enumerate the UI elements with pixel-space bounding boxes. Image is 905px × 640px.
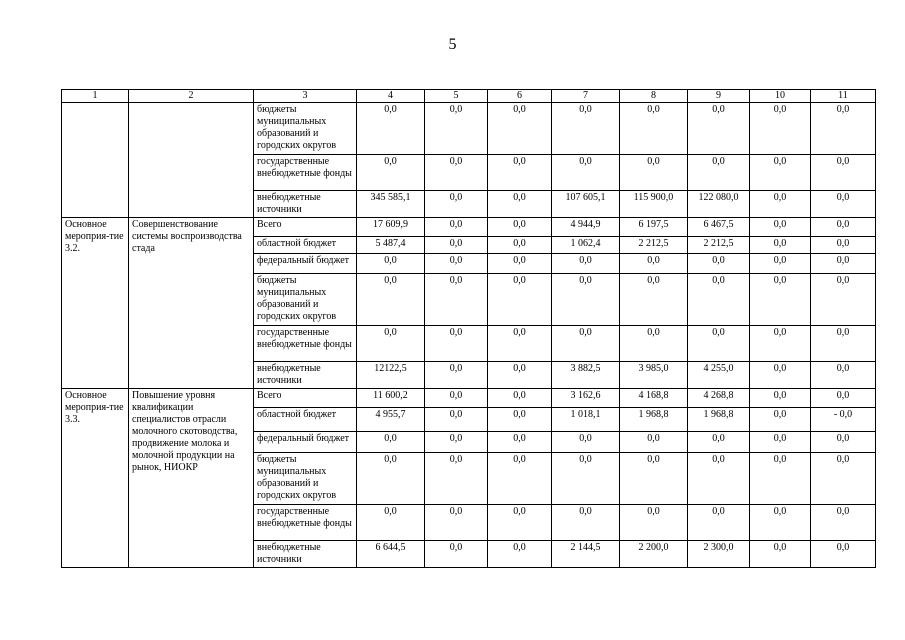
amount-cell: 0,0 xyxy=(488,218,552,237)
amount-cell: 0,0 xyxy=(750,191,811,218)
amount-cell: 1 968,8 xyxy=(620,408,688,432)
event-name-cell: Повышение уровня квалификации специалистов отрасли молочного скотоводства, продвижение молока и молочной продукции на рынок, НИОКР xyxy=(129,389,254,568)
amount-cell: 0,0 xyxy=(552,103,620,155)
amount-cell: 0,0 xyxy=(750,362,811,389)
amount-cell: 0,0 xyxy=(750,103,811,155)
amount-cell: 0,0 xyxy=(750,237,811,254)
amount-cell: 0,0 xyxy=(750,541,811,568)
amount-cell: 0,0 xyxy=(750,432,811,453)
table-body xyxy=(62,103,876,568)
amount-cell: 0,0 xyxy=(688,505,750,541)
amount-cell: 0,0 xyxy=(811,505,876,541)
amount-cell: 2 212,5 xyxy=(620,237,688,254)
amount-cell: 11 600,2 xyxy=(357,389,425,408)
amount-cell: 4 168,8 xyxy=(620,389,688,408)
amount-cell: 0,0 xyxy=(425,237,488,254)
amount-cell: 2 300,0 xyxy=(688,541,750,568)
amount-cell: 6 644,5 xyxy=(357,541,425,568)
column-number: 4 xyxy=(357,90,425,103)
amount-cell: 0,0 xyxy=(750,254,811,274)
amount-cell: 0,0 xyxy=(488,541,552,568)
amount-cell: 0,0 xyxy=(811,453,876,505)
amount-cell: 0,0 xyxy=(425,254,488,274)
amount-cell: 0,0 xyxy=(488,103,552,155)
amount-cell: 6 467,5 xyxy=(688,218,750,237)
amount-cell: 4 255,0 xyxy=(688,362,750,389)
amount-cell: 0,0 xyxy=(488,254,552,274)
amount-cell: 0,0 xyxy=(425,191,488,218)
amount-cell: 0,0 xyxy=(552,432,620,453)
budget-table xyxy=(61,89,876,568)
amount-cell: - 0,0 xyxy=(811,408,876,432)
amount-cell: 0,0 xyxy=(552,274,620,326)
event-name-cell: Совершенствование системы воспроизводства стада xyxy=(129,218,254,389)
amount-cell: 0,0 xyxy=(750,155,811,191)
amount-cell: 0,0 xyxy=(688,432,750,453)
funding-source-cell: внебюджетные источники xyxy=(254,541,357,568)
amount-cell: 0,0 xyxy=(488,155,552,191)
amount-cell: 0,0 xyxy=(425,453,488,505)
amount-cell: 0,0 xyxy=(620,274,688,326)
funding-source-cell: бюджеты муниципальных образований и городских округов xyxy=(254,453,357,505)
amount-cell: 0,0 xyxy=(552,505,620,541)
amount-cell: 0,0 xyxy=(620,453,688,505)
amount-cell: 3 985,0 xyxy=(620,362,688,389)
column-number: 3 xyxy=(254,90,357,103)
amount-cell: 0,0 xyxy=(488,362,552,389)
amount-cell: 0,0 xyxy=(750,505,811,541)
amount-cell: 0,0 xyxy=(357,453,425,505)
amount-cell: 0,0 xyxy=(425,274,488,326)
table-row xyxy=(62,218,876,237)
amount-cell: 12122,5 xyxy=(357,362,425,389)
amount-cell: 0,0 xyxy=(811,237,876,254)
amount-cell: 0,0 xyxy=(811,218,876,237)
event-number-cell xyxy=(62,103,129,218)
amount-cell: 0,0 xyxy=(620,326,688,362)
amount-cell: 1 968,8 xyxy=(688,408,750,432)
column-number: 1 xyxy=(62,90,129,103)
amount-cell: 0,0 xyxy=(488,453,552,505)
amount-cell: 0,0 xyxy=(488,191,552,218)
amount-cell: 2 144,5 xyxy=(552,541,620,568)
amount-cell: 1 018,1 xyxy=(552,408,620,432)
amount-cell: 0,0 xyxy=(488,505,552,541)
amount-cell: 0,0 xyxy=(811,432,876,453)
amount-cell: 0,0 xyxy=(811,389,876,408)
table-row xyxy=(62,389,876,408)
amount-cell: 0,0 xyxy=(620,155,688,191)
column-number: 9 xyxy=(688,90,750,103)
column-number: 10 xyxy=(750,90,811,103)
amount-cell: 0,0 xyxy=(425,103,488,155)
amount-cell: 0,0 xyxy=(688,103,750,155)
amount-cell: 0,0 xyxy=(357,254,425,274)
amount-cell: 0,0 xyxy=(425,155,488,191)
amount-cell: 122 080,0 xyxy=(688,191,750,218)
funding-source-cell: областной бюджет xyxy=(254,237,357,254)
funding-source-cell: бюджеты муниципальных образований и городских округов xyxy=(254,274,357,326)
amount-cell: 107 605,1 xyxy=(552,191,620,218)
amount-cell: 0,0 xyxy=(750,326,811,362)
amount-cell: 0,0 xyxy=(750,274,811,326)
amount-cell: 0,0 xyxy=(488,432,552,453)
amount-cell: 0,0 xyxy=(688,326,750,362)
column-number: 11 xyxy=(811,90,876,103)
amount-cell: 0,0 xyxy=(620,254,688,274)
amount-cell: 4 944,9 xyxy=(552,218,620,237)
amount-cell: 4 268,8 xyxy=(688,389,750,408)
funding-source-cell: Всего xyxy=(254,218,357,237)
amount-cell: 0,0 xyxy=(750,218,811,237)
amount-cell: 0,0 xyxy=(488,237,552,254)
amount-cell: 0,0 xyxy=(811,541,876,568)
table-row xyxy=(62,103,876,155)
amount-cell: 0,0 xyxy=(425,389,488,408)
funding-source-cell: областной бюджет xyxy=(254,408,357,432)
amount-cell: 0,0 xyxy=(688,254,750,274)
amount-cell: 0,0 xyxy=(750,389,811,408)
funding-source-cell: государственные внебюджетные фонды xyxy=(254,326,357,362)
amount-cell: 0,0 xyxy=(488,274,552,326)
amount-cell: 0,0 xyxy=(811,155,876,191)
amount-cell: 0,0 xyxy=(425,541,488,568)
amount-cell: 0,0 xyxy=(620,103,688,155)
amount-cell: 0,0 xyxy=(811,362,876,389)
funding-source-cell: государственные внебюджетные фонды xyxy=(254,505,357,541)
amount-cell: 0,0 xyxy=(357,326,425,362)
amount-cell: 5 487,4 xyxy=(357,237,425,254)
amount-cell: 0,0 xyxy=(488,408,552,432)
amount-cell: 0,0 xyxy=(357,432,425,453)
funding-source-cell: государственные внебюджетные фонды xyxy=(254,155,357,191)
amount-cell: 3 882,5 xyxy=(552,362,620,389)
amount-cell: 0,0 xyxy=(750,408,811,432)
column-number: 8 xyxy=(620,90,688,103)
event-name-cell xyxy=(129,103,254,218)
amount-cell: 0,0 xyxy=(425,505,488,541)
amount-cell: 0,0 xyxy=(357,155,425,191)
amount-cell: 0,0 xyxy=(552,326,620,362)
column-number: 7 xyxy=(552,90,620,103)
amount-cell: 3 162,6 xyxy=(552,389,620,408)
amount-cell: 0,0 xyxy=(488,326,552,362)
amount-cell: 17 609,9 xyxy=(357,218,425,237)
amount-cell: 0,0 xyxy=(750,453,811,505)
amount-cell: 0,0 xyxy=(688,453,750,505)
amount-cell: 1 062,4 xyxy=(552,237,620,254)
funding-source-cell: федеральный бюджет xyxy=(254,432,357,453)
amount-cell: 0,0 xyxy=(357,505,425,541)
amount-cell: 4 955,7 xyxy=(357,408,425,432)
amount-cell: 0,0 xyxy=(357,274,425,326)
column-number: 5 xyxy=(425,90,488,103)
amount-cell: 0,0 xyxy=(552,453,620,505)
funding-source-cell: внебюджетные источники xyxy=(254,191,357,218)
amount-cell: 0,0 xyxy=(552,254,620,274)
amount-cell: 0,0 xyxy=(811,326,876,362)
amount-cell: 0,0 xyxy=(425,326,488,362)
amount-cell: 0,0 xyxy=(357,103,425,155)
column-number: 2 xyxy=(129,90,254,103)
amount-cell: 0,0 xyxy=(425,432,488,453)
event-number-cell: Основное мероприя-тие 3.2. xyxy=(62,218,129,389)
amount-cell: 0,0 xyxy=(811,254,876,274)
amount-cell: 0,0 xyxy=(688,274,750,326)
amount-cell: 0,0 xyxy=(425,362,488,389)
amount-cell: 6 197,5 xyxy=(620,218,688,237)
amount-cell: 2 212,5 xyxy=(688,237,750,254)
amount-cell: 0,0 xyxy=(811,274,876,326)
amount-cell: 0,0 xyxy=(425,218,488,237)
table-header xyxy=(62,90,876,103)
event-number-cell: Основное мероприя-тие 3.3. xyxy=(62,389,129,568)
amount-cell: 0,0 xyxy=(688,155,750,191)
amount-cell: 0,0 xyxy=(425,408,488,432)
funding-source-cell: федеральный бюджет xyxy=(254,254,357,274)
amount-cell: 0,0 xyxy=(811,191,876,218)
amount-cell: 0,0 xyxy=(620,505,688,541)
amount-cell: 0,0 xyxy=(620,432,688,453)
funding-source-cell: Всего xyxy=(254,389,357,408)
amount-cell: 0,0 xyxy=(488,389,552,408)
amount-cell: 0,0 xyxy=(811,103,876,155)
amount-cell: 115 900,0 xyxy=(620,191,688,218)
amount-cell: 345 585,1 xyxy=(357,191,425,218)
funding-source-cell: бюджеты муниципальных образований и городских округов xyxy=(254,103,357,155)
column-number: 6 xyxy=(488,90,552,103)
page-number: 5 xyxy=(448,36,457,53)
funding-source-cell: внебюджетные источники xyxy=(254,362,357,389)
amount-cell: 2 200,0 xyxy=(620,541,688,568)
amount-cell: 0,0 xyxy=(552,155,620,191)
